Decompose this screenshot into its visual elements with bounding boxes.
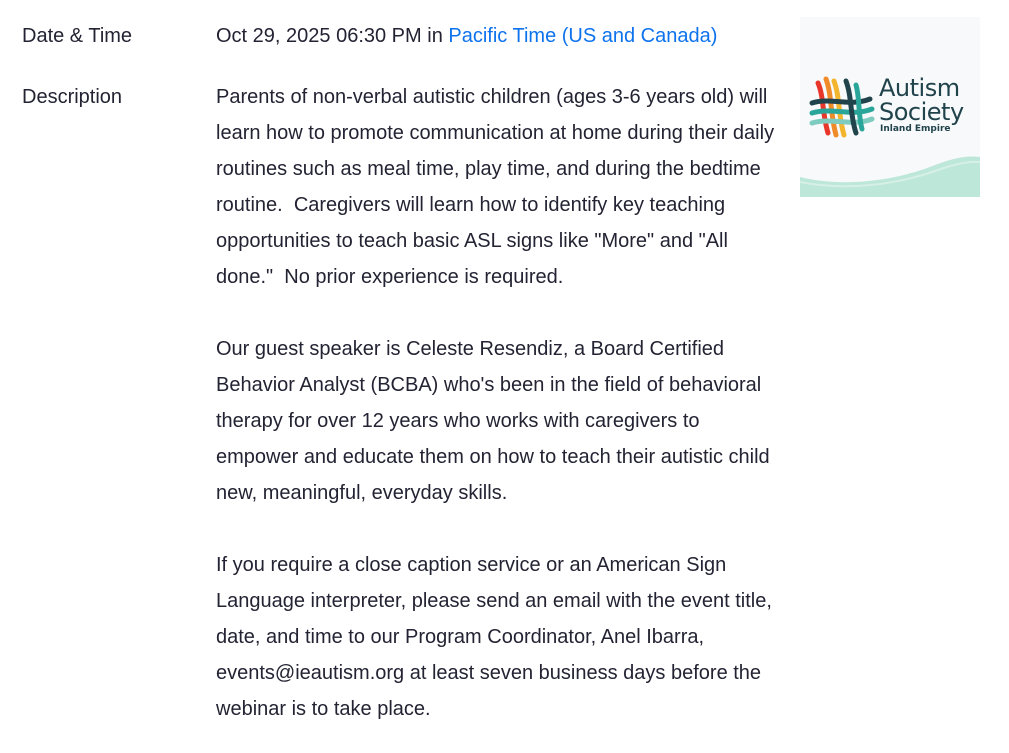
datetime-value [216,18,776,54]
logo-title: Autism Society [879,74,964,126]
description-paragraph: If you require a close caption service or an American Sign Language interpreter, please send an email with the event title, date, and time to our Program Coordinator, Anel Ibarra, events@ieautism.org at least seven business days before the webinar is to take place. [216,554,778,720]
timezone-link[interactable]: Pacific Time (US and Canada) [448,25,718,47]
datetime-in: in [427,25,443,47]
organization-logo [800,17,980,197]
logo-subtitle: Inland Empire [880,124,951,134]
datetime-label: Date & Time [22,25,133,47]
description-paragraph: Our guest speaker is Celeste Resendiz, a Board Certified Behavior Analyst (BCBA) who's been in the field of behavioral therapy for over 12 years who works with caregivers to empower and educate them on how to teach their autistic child new, meaningful, everyday skills. [216,338,776,504]
description-label: Description [22,86,123,108]
description-body [216,79,780,727]
description-paragraph: Parents of non-verbal autistic children (ages 3-6 years old) will learn how to promote communication at home during their daily routines such as meal time, play time, and during the bedtime routine. Caregivers will learn how to identify key teaching opportunities to teach basic ASL signs like "More" and "All done." No prior experience is required. [216,86,780,288]
datetime-text: Oct 29, 2025 06:30 PM [216,25,422,47]
